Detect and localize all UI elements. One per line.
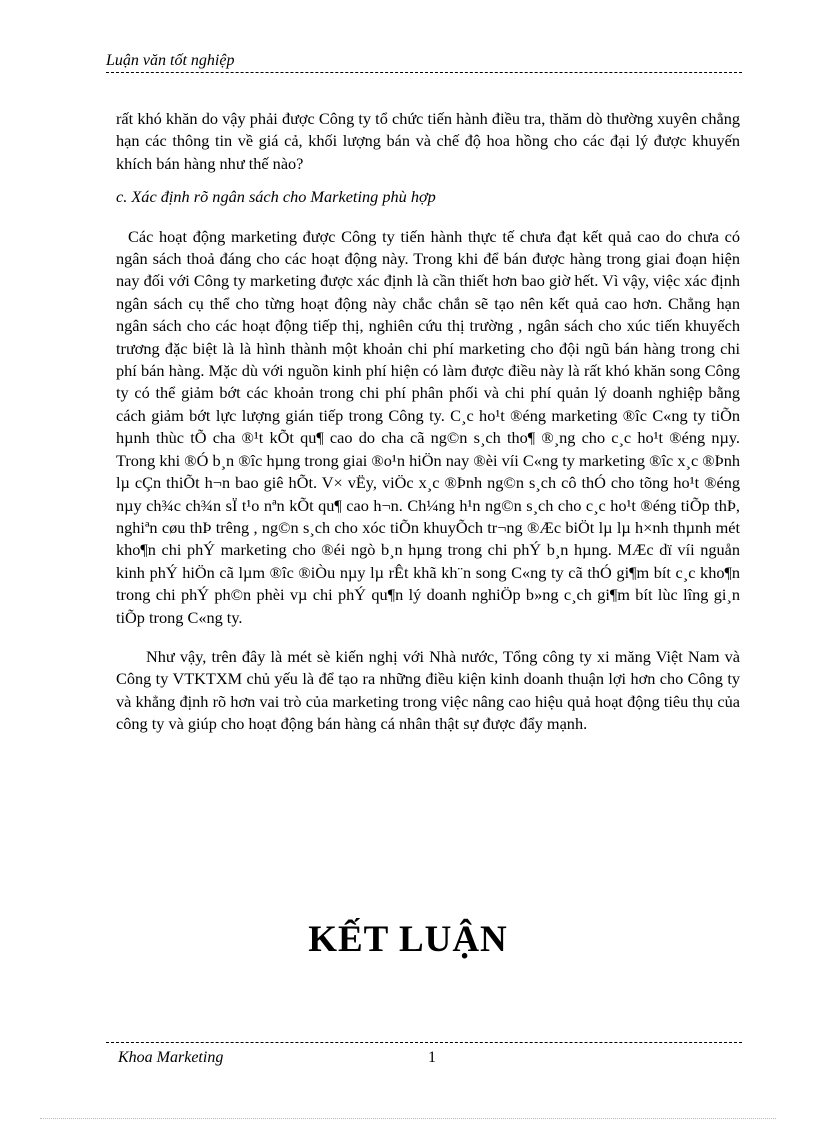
page-bottom-divider: [40, 1118, 776, 1119]
page-number: 1: [428, 1049, 436, 1066]
paragraph-2: Các hoạt động marketing được Công ty tiến hành thực tế chưa đạt kết quả cao do chưa có ngân sách thoả đáng cho các hoạt động này. Trong khi để bán được hàng trong giai đoạn hiện nay đối với Công ty marketing được xác định là cần thiết hơn bao giờ hết. Vì vậy, việc xác định ngân sách cụ thể cho từng hoạt động này chắc chắn sẽ tạo nên kết quả cao hơn. Chẳng hạn ngân sách cho các hoạt động tiếp thị, nghiên cứu thị trường , ngân sách cho xúc tiến khuyếch trương đặc biệt là là hình thành một khoản chi phí marketing cho đội ngũ bán hàng trong chi phí bán hàng. Mặc dù với nguồn kinh phí hiện có làm được điều này là rất khó khăn song Công ty có thể giảm bớt các khoản trong chi phí phân phối và chi phí quản lý doanh nghiệp bằng cách giảm bớt lực lượng gián tiếp trong Công ty. C¸c ho¹t ®éng marketing ®îc C«ng ty tiÕn hµnh thùc tÕ cha ®¹t kÕt qu¶ cao do cha cã ng©n s¸ch tho¶ ®¸ng cho c¸c ho¹t ®éng nµy. Trong khi ®Ó b¸n ®îc hµng trong giai ®o¹n hiÖn nay ®èi víi C«ng ty marketing ®îc x¸c ®Þnh lµ cÇn thiÕt h¬n bao giê hÕt. V× vËy, viÖc x¸c ®Þnh ng©n s¸ch cô thÓ cho tõng ho¹t ®éng nµy ch¾c ch¾n sÏ t¹o nªn kÕt qu¶ cao h¬n. Ch¼ng h¹n ng©n s¸ch cho c¸c ho¹t ®éng tiÕp thÞ, nghiªn cøu thÞ trêng , ng©n s¸ch cho xóc tiÕn khuyÕch tr¬ng ®Æc biÖt lµ lµ h×nh thµnh mét kho¶n chi phÝ marketing cho ®éi ngò b¸n hµng trong chi phÝ b¸n hµng. MÆc dï víi nguån kinh phÝ hiÖn cã lµm ®îc ®iÒu nµy lµ rÊt khã kh¨n song C«ng ty cã thÓ gi¶m bít c¸c kho¶n trong chi phÝ ph©n phèi vµ chi phÝ qu¶n lý doanh nghiÖp b»ng c¸ch gi¶m bít lùc lîng gi¸n tiÕp trong C«ng ty.: [116, 226, 740, 627]
document-body: [116, 108, 740, 736]
page-footer: [106, 1042, 742, 1074]
page-header: [106, 52, 742, 73]
header-title: Luận văn tốt nghiệp: [106, 52, 235, 69]
section-title: KẾT LUẬN: [308, 919, 508, 960]
paragraph-1: rất khó khăn do vậy phải được Công ty tổ chức tiến hành điều tra, thăm dò thường xuyên chẳng hạn các thông tin về giá cả, khối lượng bán và chế độ hoa hồng cho các đại lý được khuyến khích bán hàng như thế nào?: [116, 109, 740, 173]
footer-department: Khoa Marketing: [118, 1049, 224, 1066]
subheading: c. Xác định rõ ngân sách cho Marketing phù hợp: [116, 187, 436, 207]
paragraph-3: Như vậy, trên đây là mét sè kiến nghị với Nhà nước, Tổng công ty xi măng Việt Nam và Công ty VTKTXM chủ yếu là để tạo ra những điều kiện kinh doanh thuận lợi hơn cho Công ty và khẳng định rõ hơn vai trò của marketing trong việc nâng cao hiệu quả hoạt động tiêu thụ của công ty và giúp cho hoạt động bán hàng cá nhân thật sự được đẩy mạnh.: [116, 646, 740, 734]
